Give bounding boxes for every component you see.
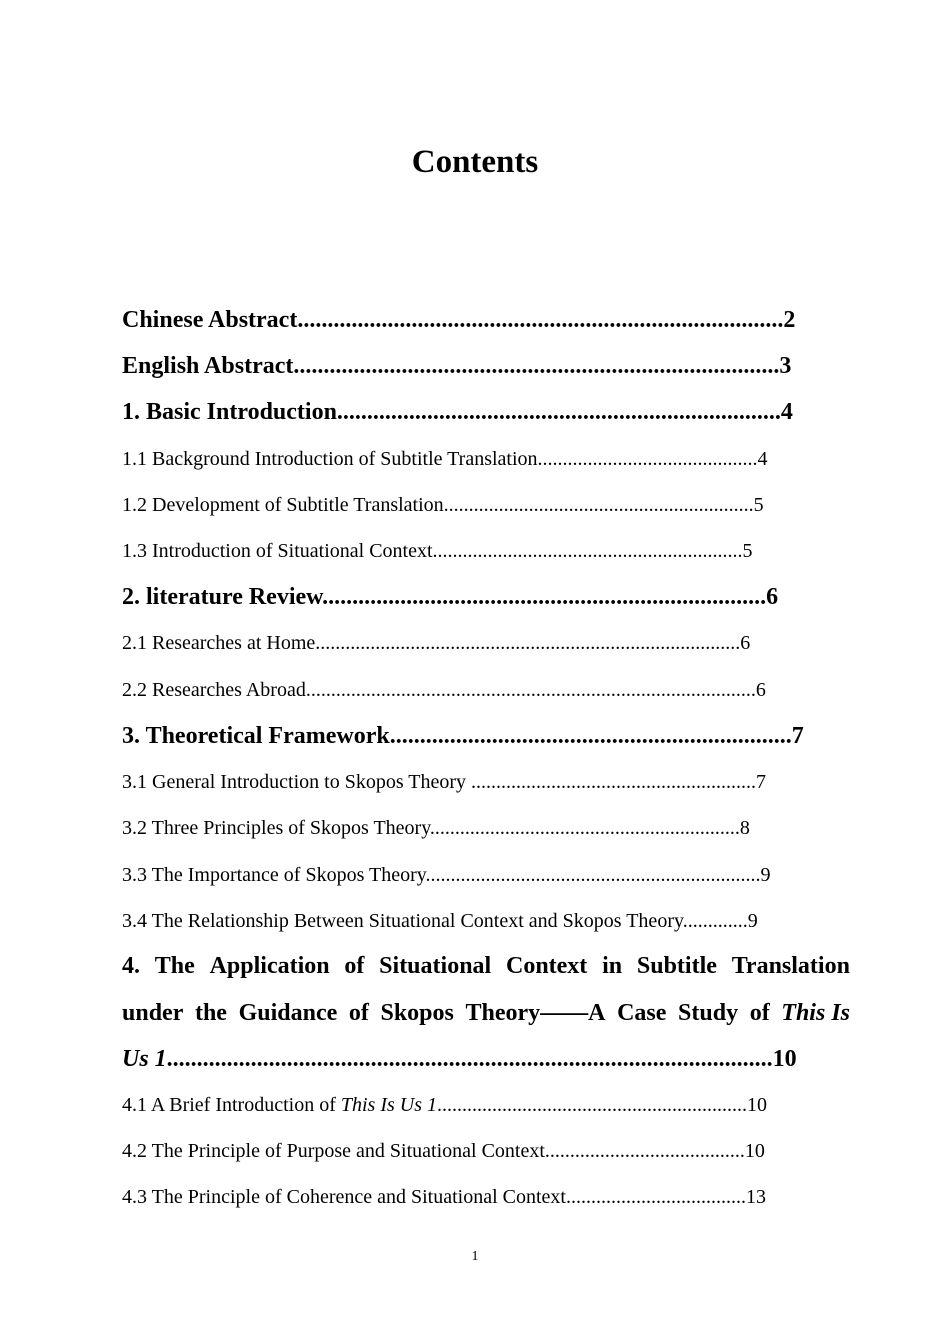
toc-entry-chapter4-line3[interactable] — [122, 1044, 850, 1074]
toc-word: of — [749, 1000, 770, 1026]
toc-entry-leader: ................................................................... — [389, 723, 792, 749]
toc-entry-page: 4 — [757, 448, 768, 470]
toc-entry-leader: ........................................ — [544, 1140, 745, 1162]
toc-entry-title: 2.2 Researches Abroad — [122, 679, 306, 701]
toc-subentry[interactable] — [122, 538, 753, 564]
toc-word: 4. — [122, 953, 140, 979]
toc-entry-leader: ..................................................................................................... — [166, 1046, 773, 1072]
toc-entry-page: 5 — [753, 494, 764, 516]
toc-entry-title: 1.1 Background Introduction of Subtitle Translation — [122, 448, 538, 470]
toc-subentry[interactable] — [122, 492, 764, 518]
toc-word: Theory——A — [465, 1000, 606, 1026]
toc-entry-title: 3. Theoretical Framework — [122, 723, 390, 749]
toc-subentry[interactable] — [122, 630, 750, 656]
toc-entry-page: 6 — [766, 584, 779, 610]
toc-word: Study — [678, 1000, 739, 1026]
toc-entry-page: 5 — [742, 540, 753, 562]
toc-word: of — [348, 1000, 369, 1026]
toc-entry-leader: .............................................................. — [437, 1094, 747, 1116]
toc-entry-leader: .......................................................................................... — [305, 679, 756, 701]
toc-entry-title: 1. Basic Introduction — [122, 399, 337, 425]
toc-entry-leader: .......................................................................... — [322, 584, 767, 610]
toc-entry[interactable] — [122, 397, 793, 427]
toc-entry-page: 7 — [791, 723, 804, 749]
toc-subentry[interactable] — [122, 908, 758, 934]
toc-entry-page: 10 — [744, 1140, 765, 1162]
toc-entry-leader: .............................................................. — [443, 494, 754, 516]
toc-subentry[interactable] — [122, 1138, 765, 1164]
toc-entry-leader: ................................................................................. — [293, 353, 780, 379]
toc-entry-leader: .............................................................. — [432, 540, 743, 562]
toc-entry-title: 1.2 Development of Subtitle Translation — [122, 494, 444, 516]
toc-entry-page: 10 — [772, 1046, 797, 1072]
toc-entry-page: 9 — [747, 910, 758, 932]
toc-entry[interactable] — [122, 351, 791, 381]
toc-italic-title: This Is Us 1 — [340, 1094, 437, 1116]
toc-word: Situational — [379, 953, 492, 979]
toc-entry-leader: ............. — [682, 910, 748, 932]
toc-word: Case — [617, 1000, 667, 1026]
toc-entry-title: 2. literature Review — [122, 584, 323, 610]
toc-entry-leader: ................................................................................. — [297, 307, 784, 333]
toc-entry-title: 2.1 Researches at Home — [122, 632, 316, 654]
toc-subentry[interactable] — [122, 862, 770, 888]
toc-entry-title: 4.3 The Principle of Coherence and Situational Context — [122, 1186, 566, 1208]
toc-entry-leader: .................................... — [565, 1186, 746, 1208]
toc-entry-chapter4-line1[interactable] — [122, 951, 850, 981]
toc-italic-title: Us 1 — [122, 1046, 167, 1072]
toc-word: the — [194, 1000, 227, 1026]
toc-entry[interactable] — [122, 582, 778, 612]
toc-italic-title: This Is — [781, 1000, 850, 1026]
toc-entry-title: 3.1 General Introduction to Skopos Theory — [122, 771, 472, 793]
toc-entry-leader: .......................................................................... — [336, 399, 781, 425]
toc-word: Subtitle — [636, 953, 717, 979]
toc-entry-page: 2 — [783, 307, 796, 333]
toc-entry-chapter4-line2[interactable] — [122, 998, 850, 1028]
toc-entry-title: 4.2 The Principle of Purpose and Situational Context — [122, 1140, 545, 1162]
page-number: 1 — [471, 1249, 479, 1264]
toc-word: Application — [209, 953, 330, 979]
toc-entry-page: 8 — [739, 817, 750, 839]
toc-word: Context — [505, 953, 588, 979]
toc-entry-page: 9 — [760, 864, 771, 886]
toc-entry-leader: ............................................ — [537, 448, 758, 470]
toc-entry-page: 13 — [745, 1186, 766, 1208]
toc-entry-page: 6 — [755, 679, 766, 701]
toc-entry-title: 4.1 A Brief Introduction of — [122, 1094, 341, 1116]
toc-subentry[interactable] — [122, 815, 750, 841]
toc-subentry[interactable] — [122, 446, 768, 472]
toc-word: of — [344, 953, 365, 979]
toc-word: The — [154, 953, 195, 979]
toc-entry-leader: ..................................................................................... — [315, 632, 741, 654]
page-title: Contents — [411, 144, 539, 180]
toc-subentry[interactable] — [122, 1092, 767, 1118]
toc-entry-title: English Abstract — [122, 353, 294, 379]
toc-entry-title: 3.3 The Importance of Skopos Theory — [122, 864, 426, 886]
toc-subentry[interactable] — [122, 1184, 766, 1210]
toc-word: in — [602, 953, 623, 979]
toc-entry-title: 3.2 Three Principles of Skopos Theory — [122, 817, 430, 839]
toc-word: under — [122, 1000, 184, 1026]
toc-word: Translation — [731, 953, 850, 979]
toc-entry-leader: .............................................................. — [429, 817, 740, 839]
toc-entry-page: 4 — [780, 399, 793, 425]
toc-entry[interactable] — [122, 721, 804, 751]
toc-entry-title: 3.4 The Relationship Between Situational Context and Skopos Theory — [122, 910, 683, 932]
toc-word: Guidance — [238, 1000, 338, 1026]
toc-entry[interactable] — [122, 305, 795, 335]
toc-entry-page: 7 — [756, 771, 767, 793]
toc-entry-title: Chinese Abstract — [122, 307, 298, 333]
toc-entry-page: 10 — [747, 1094, 767, 1116]
toc-entry-leader: ......................................................... — [471, 771, 757, 793]
toc-entry-leader: ................................................................... — [425, 864, 761, 886]
toc-entry-page: 6 — [740, 632, 751, 654]
toc-word: Skopos — [380, 1000, 454, 1026]
toc-subentry[interactable] — [122, 769, 766, 795]
toc-subentry[interactable] — [122, 677, 766, 703]
toc-entry-title: 1.3 Introduction of Situational Context — [122, 540, 433, 562]
toc-entry-page: 3 — [779, 353, 792, 379]
